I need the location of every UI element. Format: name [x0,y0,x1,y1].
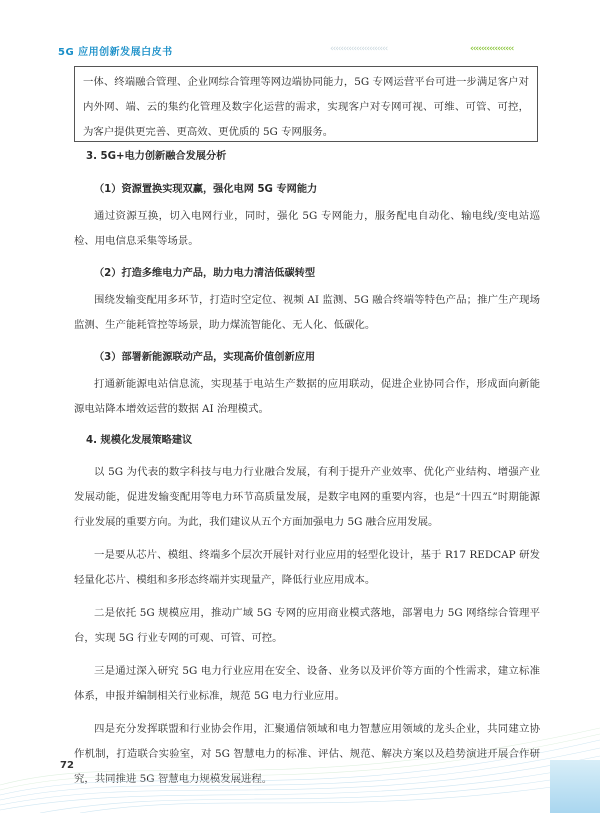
bordered-text-box: 一体、终端融合管理、企业网综合管理等网边端协同能力，5G 专网运营平台可进一步满足客户对内外网、端、云的集约化管理及数字化运营的需求，实现客户对专网可视、可维、可管、可控，为客户提供更完善、更高效、更优质的 5G 专网服务。 [74,66,538,142]
paragraph-suggestion-3: 三是通过深入研究 5G 电力行业应用在安全、设备、业务以及评价等方面的个性需求，建立标准体系，申报并编制相关行业标准，规范 5G 电力行业应用。 [74,665,540,702]
paragraph-1: 通过资源互换，切入电网行业，同时，强化 5G 专网能力，服务配电自动化、输电线/变电站巡检、用电信息采集等场景。 [74,210,540,247]
section-heading-3: 3. 5G+电力创新融合发展分析 [86,151,227,162]
corner-decoration [550,760,600,813]
paragraph-suggestion-4: 四是充分发挥联盟和行业协会作用，汇聚通信领域和电力智慧应用领域的龙头企业，共同建立协作机制，打造联合实验室，对 5G 智慧电力的标准、评估、规范、解决方案以及趋势演进开展合作研究，共同推进 5G 智慧电力规模发展进程。 [74,723,540,785]
paragraph-2: 围绕发输变配用多环节，打造时空定位、视频 AI 监测、5G 融合终端等特色产品；推广生产现场监测、生产能耗管控等场景，助力煤流智能化、无人化、低碳化。 [74,294,540,331]
subheading-3: （3）部署新能源联动产品，实现高价值创新应用 [94,352,316,363]
section-heading-4: 4. 规模化发展策略建议 [86,435,193,446]
paragraph-3: 打通新能源电站信息流，实现基于电站生产数据的应用联动，促进企业协同合作，形成面向新能源电站降本增效运营的数据 AI 治理模式。 [74,378,540,415]
paragraph-suggestion-2: 二是依托 5G 规模应用，推动广域 5G 专网的应用商业模式落地，部署电力 5G 网络综合管理平台，实现 5G 行业专网的可观、可管、可控。 [74,607,540,644]
paragraph-intro: 以 5G 为代表的数字科技与电力行业融合发展，有利于提升产业效率、优化产业结构、增强产业发展动能，促进发输变配用等电力环节高质量发展，是数字电网的重要内容，也是“十四五”时期能源行业发展的重要方向。为此，我们建议从五个方面加强电力 5G 融合应用发展。 [74,466,540,528]
decorative-wave-lines [0,700,600,813]
subheading-1: （1）资源置换实现双赢，强化电网 5G 专网能力 [94,184,318,195]
decorative-chevrons-gray: ‹‹‹‹‹‹‹‹‹‹‹‹‹‹‹‹‹‹‹‹‹‹ [330,44,388,54]
subheading-2: （2）打造多维电力产品，助力电力清洁低碳转型 [94,268,316,279]
page-number: 72 [60,760,74,771]
page-header [0,0,600,62]
paragraph-suggestion-1: 一是要从芯片、模组、终端多个层次开展针对行业应用的轻型化设计，基于 R17 REDCAP 研发轻量化芯片、模组和多形态终端并实现量产，降低行业应用成本。 [74,549,540,586]
document-title: 5G 应用创新发展白皮书 [58,47,173,58]
decorative-chevrons-green: ‹‹‹‹‹‹‹‹‹‹‹‹‹‹‹‹ [470,44,514,54]
main-content [74,144,540,792]
